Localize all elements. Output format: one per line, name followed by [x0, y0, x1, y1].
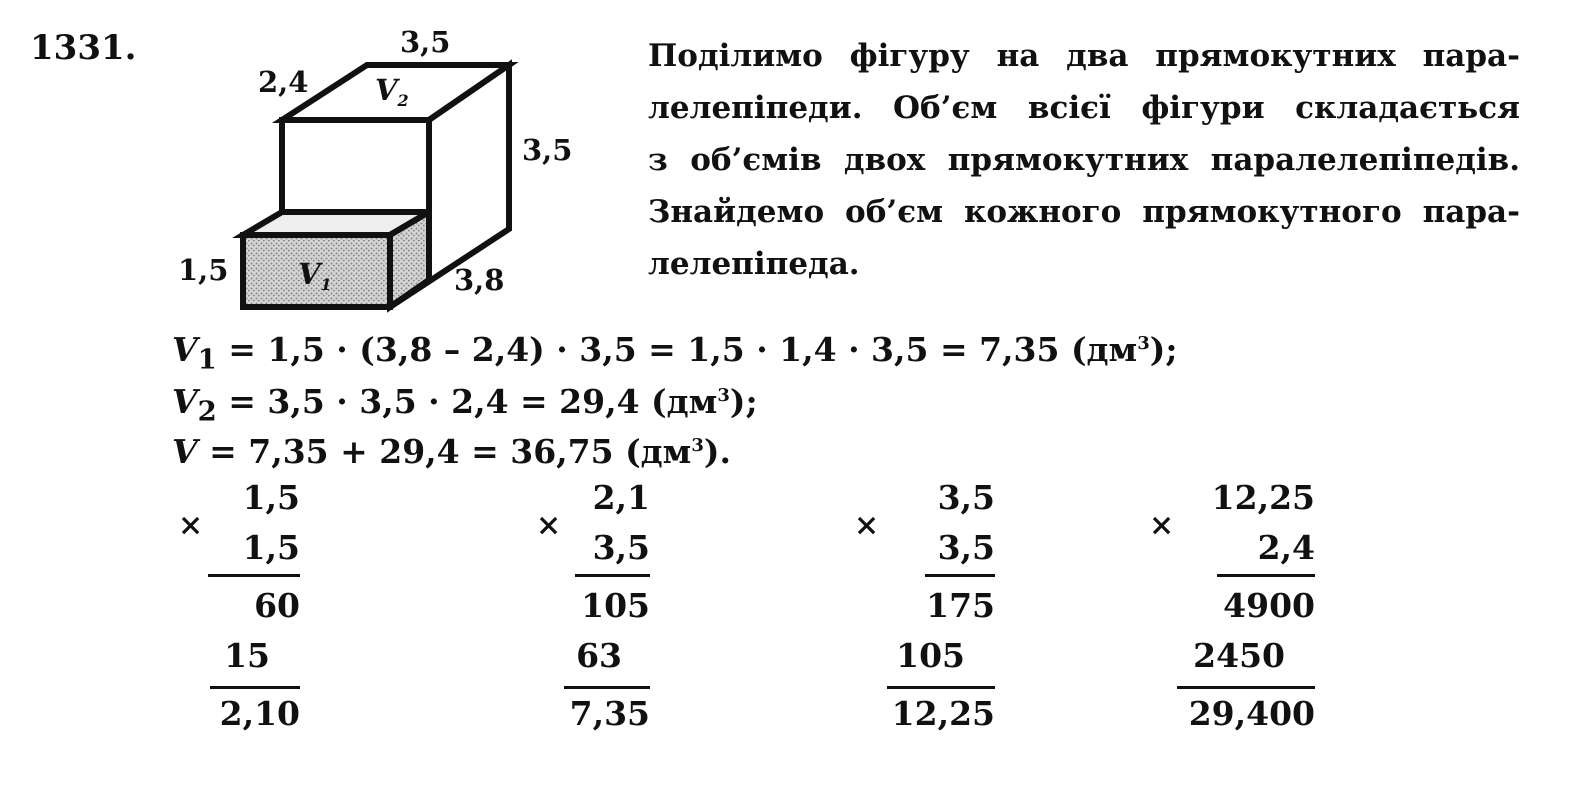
underline	[210, 686, 300, 689]
label-bottom-height: 1,5	[178, 253, 229, 287]
partial-product-1: 105	[581, 586, 650, 625]
multiplier: 1,5	[242, 528, 300, 567]
underline	[208, 574, 300, 577]
paragraph-line: лелепіпеди. Об’єм всієї фігури складається	[648, 90, 1520, 126]
label-v2: $V_2$	[375, 73, 409, 110]
label-top-edge: 3,5	[400, 25, 451, 59]
upper-box-front	[282, 120, 429, 212]
multiplication-2	[530, 478, 650, 738]
underline	[1177, 686, 1315, 689]
formula-v1: $V_1 = 1,5 \cdot (3,8 - 2,4) \cdot 3,5 = 1,5 \cdot 1,4 \cdot 3,5 = 7,35$ $(дм^3)$;	[172, 330, 1178, 376]
partial-product-2: 2450	[1193, 636, 1285, 675]
partial-product-2: 105	[896, 636, 965, 675]
multiplicand: 12,25	[1211, 478, 1315, 517]
problem-number: 1331.	[30, 28, 137, 68]
partial-product-1: 175	[926, 586, 995, 625]
times-sign: ×	[854, 508, 880, 543]
multiplicand: 1,5	[242, 478, 300, 517]
label-depth: 2,4	[258, 65, 309, 99]
paragraph-line: Знайдемо об’єм кожного прямокутного пара-	[648, 194, 1520, 230]
product-result: 7,35	[569, 694, 650, 733]
underline	[1217, 574, 1315, 577]
formula-v2: $V_2 = 3,5 \cdot 3,5 \cdot 2,4 = 29,4$ $(дм^3)$;	[172, 382, 758, 428]
multiplication-3	[850, 478, 995, 738]
product-result: 12,25	[891, 694, 995, 733]
product-result: 2,10	[219, 694, 300, 733]
times-sign: ×	[178, 508, 204, 543]
multiplication-1	[170, 478, 300, 738]
times-sign: ×	[1149, 508, 1175, 543]
underline	[575, 574, 650, 577]
multiplier: 3,5	[937, 528, 995, 567]
product-result: 29,400	[1188, 694, 1315, 733]
label-height: 3,5	[522, 133, 573, 167]
multiplier: 3,5	[592, 528, 650, 567]
underline	[564, 686, 650, 689]
label-v1: $V_1$	[298, 257, 332, 294]
paragraph-line: Поділимо фігуру на два прямокутних пара-	[648, 38, 1520, 74]
partial-product-2: 63	[576, 636, 622, 675]
partial-product-2: 15	[224, 636, 270, 675]
multiplicand: 2,1	[592, 478, 650, 517]
times-sign: ×	[536, 508, 562, 543]
partial-product-1: 4900	[1223, 586, 1315, 625]
partial-product-1: 60	[254, 586, 300, 625]
underline	[887, 686, 995, 689]
multiplication-4	[1145, 478, 1315, 738]
multiplicand: 3,5	[937, 478, 995, 517]
formula-v: V = 7,35 + 29,4 = 36,75 $(дм^3)$.	[172, 432, 731, 471]
paragraph-line: з об’ємів двох прямокутних паралелепіпедів.	[648, 142, 1520, 178]
box-figure	[170, 22, 600, 322]
label-base-length: 3,8	[454, 263, 505, 297]
explanation-paragraph	[648, 30, 1528, 290]
underline	[925, 574, 995, 577]
paragraph-line: лелепіпеда.	[648, 246, 860, 282]
multiplier: 2,4	[1257, 528, 1315, 567]
